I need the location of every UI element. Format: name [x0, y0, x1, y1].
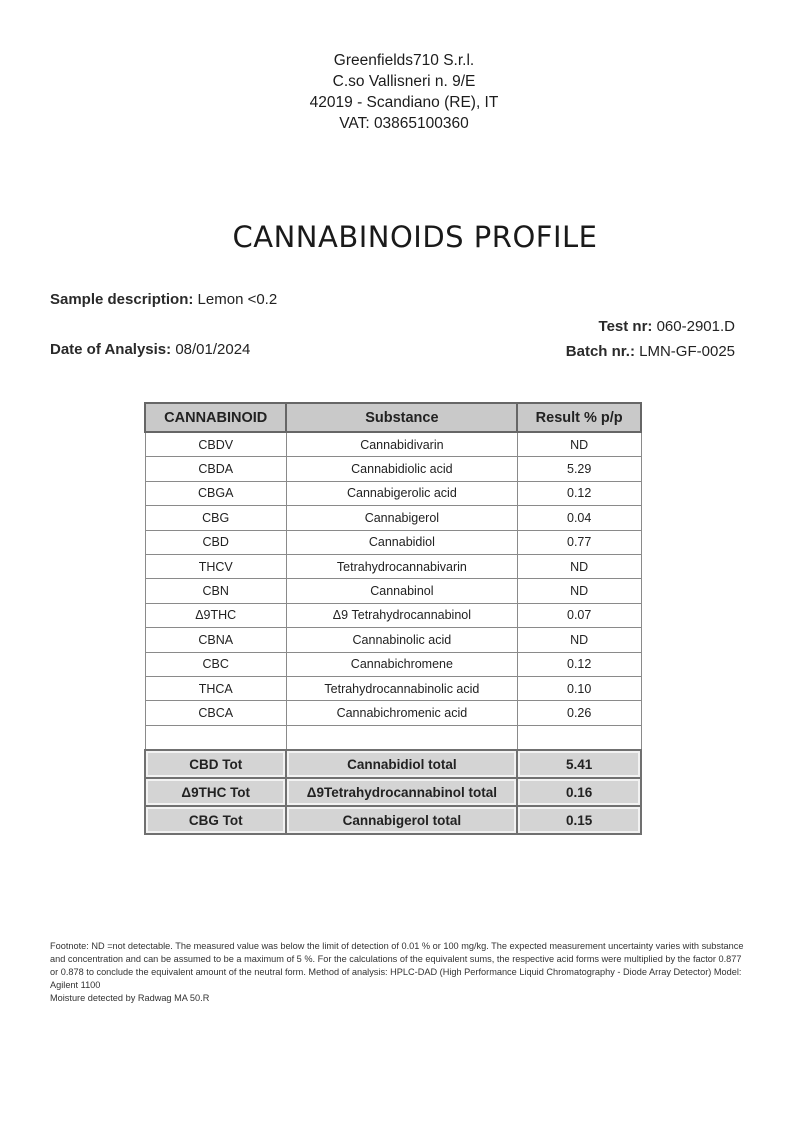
page-title: CANNABINOIDS PROFILE [232, 220, 598, 254]
sample-description [50, 291, 277, 308]
cannabinoid-cell: CBG [145, 506, 286, 530]
substance-cell: Cannabinol [286, 579, 517, 603]
cannabinoid-cell: CBC [145, 652, 286, 676]
substance-cell: Cannabichromene [286, 652, 517, 676]
table-row [145, 457, 641, 481]
batch-label: Batch nr.: [565, 343, 635, 360]
result-cell: 0.12 [517, 481, 641, 505]
result-cell: ND [517, 628, 641, 652]
substance-cell: Cannabigerol [286, 506, 517, 530]
total-substance-cell: Cannabigerol total [286, 806, 517, 834]
result-cell: 0.26 [517, 701, 641, 725]
substance-cell [286, 725, 517, 750]
substance-cell: Tetrahydrocannabivarin [286, 554, 517, 578]
table-row [145, 603, 641, 627]
cannabinoid-cell: CBGA [145, 481, 286, 505]
totals-row [145, 806, 641, 834]
cannabinoid-cell: CBN [145, 579, 286, 603]
substance-cell: Cannabidivarin [286, 432, 517, 457]
total-result-cell: 5.41 [517, 750, 641, 778]
batch-value: LMN-GF-0025 [639, 343, 735, 360]
header-result: Result % p/p [517, 403, 641, 432]
cannabinoid-cell: CBNA [145, 628, 286, 652]
total-result-cell: 0.15 [517, 806, 641, 834]
result-cell: 0.04 [517, 506, 641, 530]
table-row [145, 506, 641, 530]
substance-cell: Cannabinolic acid [286, 628, 517, 652]
company-street: C.so Vallisneri n. 9/E [332, 73, 476, 90]
substance-cell: Δ9 Tetrahydrocannabinol [286, 603, 517, 627]
table-header-row [145, 403, 641, 432]
cannabinoid-cell: Δ9THC [145, 603, 286, 627]
sample-value: Lemon <0.2 [197, 291, 278, 308]
date-label: Date of Analysis: [50, 341, 172, 358]
company-header [0, 50, 800, 134]
date-value: 08/01/2024 [175, 341, 251, 358]
cannabinoid-cell: CBDV [145, 432, 286, 457]
company-name: Greenfields710 S.r.l. [333, 52, 475, 69]
total-substance-cell: Cannabidiol total [286, 750, 517, 778]
company-city: 42019 - Scandiano (RE), IT [309, 94, 499, 111]
substance-cell: Cannabidiol [286, 530, 517, 554]
cannabinoid-cell: CBD [145, 530, 286, 554]
result-cell: ND [517, 432, 641, 457]
result-cell: 0.12 [517, 652, 641, 676]
analysis-date [50, 341, 250, 358]
total-result-cell: 0.16 [517, 778, 641, 806]
result-cell: ND [517, 554, 641, 578]
table-row [145, 701, 641, 725]
cannabinoid-cell: CBDA [145, 457, 286, 481]
cannabinoid-cell [145, 725, 286, 750]
table-row [145, 652, 641, 676]
table-row-empty [145, 725, 641, 750]
result-cell: 0.07 [517, 603, 641, 627]
cannabinoid-cell: THCV [145, 554, 286, 578]
table-row [145, 628, 641, 652]
header-cannabinoid: CANNABINOID [145, 403, 286, 432]
batch-number [566, 343, 735, 360]
table-row [145, 530, 641, 554]
totals-row [145, 750, 641, 778]
sample-label: Sample description: [50, 291, 194, 308]
total-substance-cell: Δ9Tetrahydrocannabinol total [286, 778, 517, 806]
cannabinoid-cell: CBCA [145, 701, 286, 725]
result-cell: 5.29 [517, 457, 641, 481]
substance-cell: Cannabigerolic acid [286, 481, 517, 505]
total-code-cell: CBD Tot [145, 750, 286, 778]
result-cell: 0.77 [517, 530, 641, 554]
substance-cell: Tetrahydrocannabinolic acid [286, 676, 517, 700]
test-value: 060-2901.D [656, 318, 735, 335]
result-cell: 0.10 [517, 676, 641, 700]
total-code-cell: CBG Tot [145, 806, 286, 834]
result-cell [517, 725, 641, 750]
totals-row [145, 778, 641, 806]
company-vat: VAT: 03865100360 [339, 115, 469, 132]
footnote-moisture: Moisture detected by Radwag MA 50.R [50, 993, 210, 1003]
table-row [145, 676, 641, 700]
test-number [599, 318, 735, 335]
footnote [50, 940, 750, 1005]
footnote-text: Footnote: ND =not detectable. The measured value was below the limit of detection of 0.01 % or 100 mg/kg. The expected measurement uncertainty varies with substance and concentration and can be assumed to be a maximum of 5 %. For the calculations of the equivalent sums, the respective acid forms were multiplied by the factor 0.877 or 0.878 to conclude the equivalent amount of the neutral form. Method of analysis: HPLC-DAD (High Performance Liquid Chromatography - Diode Array Detector) Model: Agilent 1100 [50, 941, 744, 990]
table-row [145, 481, 641, 505]
header-substance: Substance [286, 403, 517, 432]
table-row [145, 579, 641, 603]
test-label: Test nr: [598, 318, 653, 335]
result-cell: ND [517, 579, 641, 603]
table-row [145, 554, 641, 578]
substance-cell: Cannabidiolic acid [286, 457, 517, 481]
substance-cell: Cannabichromenic acid [286, 701, 517, 725]
table-row [145, 432, 641, 457]
cannabinoid-cell: THCA [145, 676, 286, 700]
total-code-cell: Δ9THC Tot [145, 778, 286, 806]
results-table [144, 402, 642, 835]
